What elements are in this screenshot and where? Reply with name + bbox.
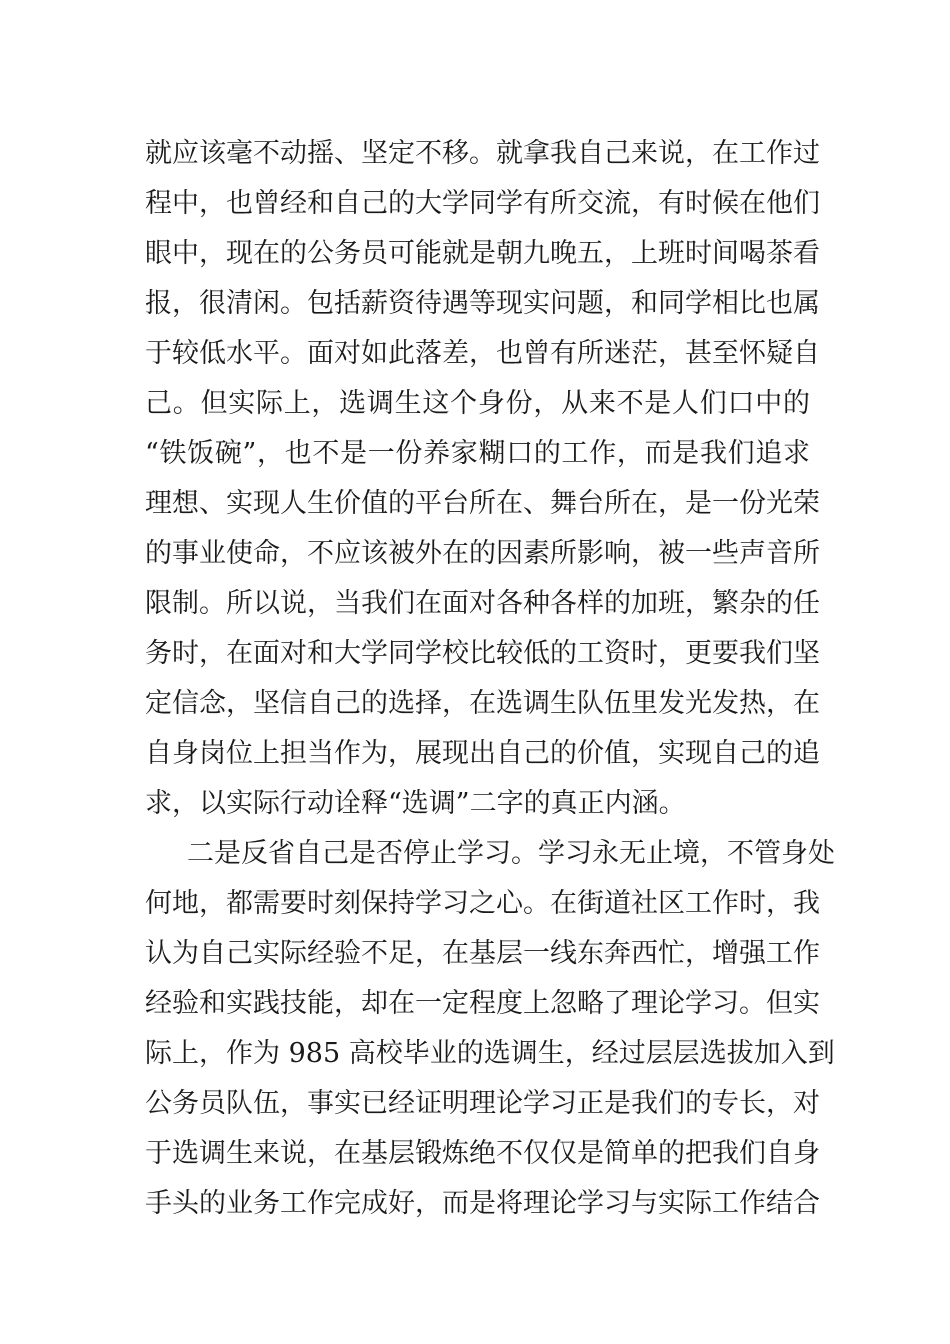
paragraph-1 xyxy=(145,129,820,829)
text-line: 认为自己实际经验不足，在基层一线东奔西忙，增强工作 xyxy=(145,938,820,969)
paragraph-2 xyxy=(145,829,835,1229)
text-line: 于较低水平。面对如此落差，也曾有所迷茫，甚至怀疑自 xyxy=(145,338,820,369)
text-line: 程中，也曾经和自己的大学同学有所交流，有时候在他们 xyxy=(145,188,820,219)
text-line: 务时，在面对和大学同学校比较低的工资时，更要我们坚 xyxy=(145,638,820,669)
text-line: 自身岗位上担当作为，展现出自己的价值，实现自己的追 xyxy=(145,738,820,769)
text-line: 二是反省自己是否停止学习。学习永无止境，不管身处 xyxy=(187,838,835,869)
text-line: 的事业使命，不应该被外在的因素所影响，被一些声音所 xyxy=(145,538,820,569)
text-line: 求，以实际行动诠释“选调”二字的真正内涵。 xyxy=(145,788,686,819)
text-line: 报，很清闲。包括薪资待遇等现实问题，和同学相比也属 xyxy=(145,288,820,319)
text-line: 手头的业务工作完成好，而是将理论学习与实际工作结合 xyxy=(145,1188,820,1219)
text-line: 就应该毫不动摇、坚定不移。就拿我自己来说，在工作过 xyxy=(145,138,820,169)
text-line: 己。但实际上，选调生这个身份，从来不是人们口中的 xyxy=(145,388,810,419)
text-line: 何地，都需要时刻保持学习之心。在街道社区工作时，我 xyxy=(145,888,820,919)
text-line: 经验和实践技能，却在一定程度上忽略了理论学习。但实 xyxy=(145,988,820,1019)
text-line: 际上，作为 985 高校毕业的选调生，经过层层选拔加入到 xyxy=(145,1038,835,1069)
text-line: 限制。所以说，当我们在面对各种各样的加班，繁杂的任 xyxy=(145,588,820,619)
text-line: 理想、实现人生价值的平台所在、舞台所在，是一份光荣 xyxy=(145,488,820,519)
text-line: 定信念，坚信自己的选择，在选调生队伍里发光发热，在 xyxy=(145,688,820,719)
text-line: 于选调生来说，在基层锻炼绝不仅仅是简单的把我们自身 xyxy=(145,1138,820,1169)
text-line: “铁饭碗”，也不是一份养家糊口的工作，而是我们追求 xyxy=(145,438,810,469)
text-line: 公务员队伍，事实已经证明理论学习正是我们的专长，对 xyxy=(145,1088,820,1119)
text-line: 眼中，现在的公务员可能就是朝九晚五，上班时间喝茶看 xyxy=(145,238,820,269)
